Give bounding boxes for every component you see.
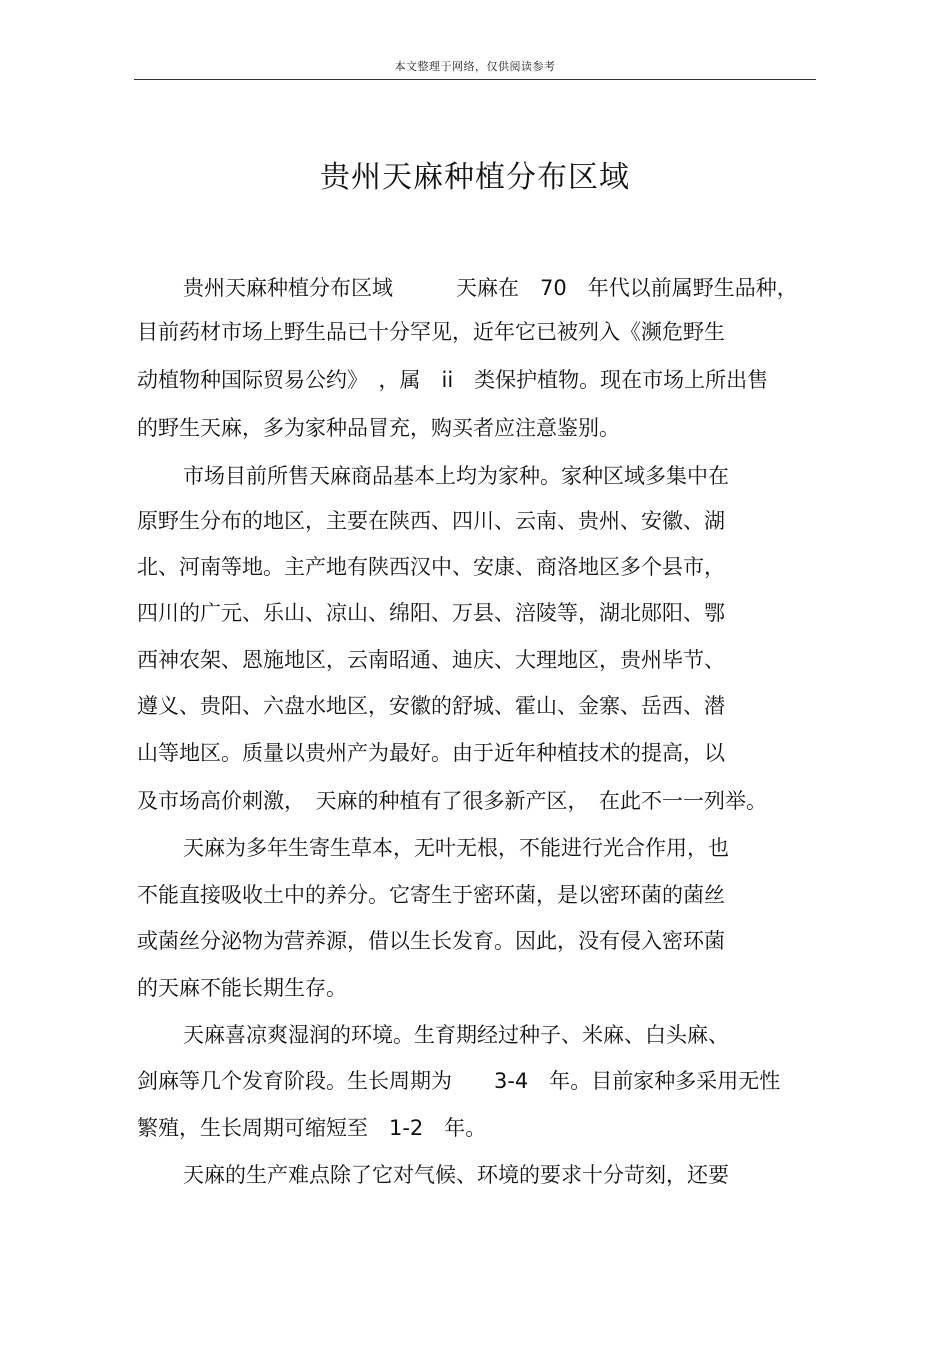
paragraph-line: 不能直接吸收土中的养分。它寄生于密环菌，是以密环菌的菌丝 [137,883,725,907]
header-note: 本文整理于网络，仅供阅读参考 [394,60,556,73]
paragraph-line: 市场目前所售天麻商品基本上均为家种。家种区域多集中在 [183,464,729,488]
paragraph-line: 繁殖，生长周期可缩短至 1-2 年。 [137,1116,487,1140]
paragraph-line: 天麻喜凉爽湿润的环境。生育期经过种子、米麻、白头麻、 [183,1023,729,1047]
paragraph-line: 西神农架、恩施地区，云南昭通、迪庆、大理地区，贵州毕节、 [137,648,725,672]
paragraph-line: 山等地区。质量以贵州产为最好。由于近年种植技术的提高，以 [137,741,725,765]
paragraph-line: 遵义、贵阳、六盘水地区，安徽的舒城、霍山、金寨、岳西、潜 [137,694,725,718]
header-divider [134,79,816,80]
paragraph-line: 的野生天麻，多为家种品冒充，购买者应注意鉴别。 [137,416,620,440]
paragraph-line: 天麻的生产难点除了它对气候、环境的要求十分苛刻，还要 [183,1163,729,1187]
paragraph-line: 北、河南等地。主产地有陕西汉中、安康、商洛地区多个县市， [137,555,725,579]
paragraph-line: 动植物种国际贸易公约》 ，属 ii 类保护植物。现在市场上所出售 [137,368,769,392]
paragraph-line: 四川的广元、乐山、凉山、绵阳、万县、涪陵等，湖北郧阳、鄂 [137,601,725,625]
paragraph-line: 及市场高价刺激， 天麻的种植有了很多新产区， 在此不一一列举。 [137,789,767,813]
page-title: 贵州天麻种植分布区域 [320,160,630,195]
paragraph-line: 目前药材市场上野生品已十分罕见，近年它已被列入《濒危野生 [137,320,725,344]
paragraph-line: 剑麻等几个发育阶段。生长周期为 3-4 年。目前家种多采用无性 [137,1069,781,1093]
paragraph-line: 的天麻不能长期生存。 [137,976,347,1000]
paragraph-line: 原野生分布的地区，主要在陕西、四川、云南、贵州、安徽、湖 [137,509,725,533]
paragraph-line: 或菌丝分泌物为营养源，借以生长发育。因此，没有侵入密环菌 [137,929,725,953]
paragraph-line: 天麻为多年生寄生草本，无叶无根，不能进行光合作用，也 [183,836,729,860]
paragraph-line: 贵州天麻种植分布区域 天麻在 70 年代以前属野生品种， [183,276,798,300]
